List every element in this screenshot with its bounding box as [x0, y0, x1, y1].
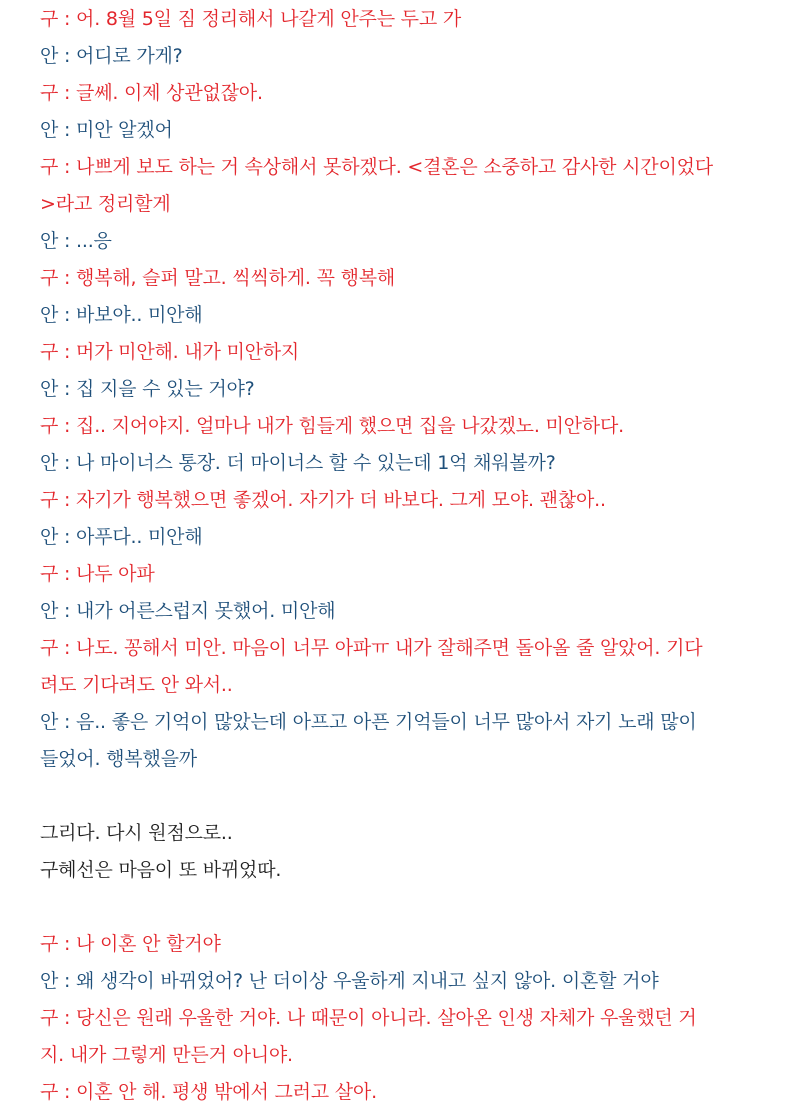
dialogue-line-gu-cont: 지. 내가 그렇게 만든거 아니야.	[40, 1044, 293, 1066]
narration-line: 그리다. 다시 원점으로..	[40, 822, 233, 844]
dialogue-line-gu: 구 : 나 이혼 안 할거야	[40, 933, 221, 955]
narration-line: 구혜선은 마음이 또 바뀌었따.	[40, 859, 282, 881]
dialogue-line-gu: 구 : 행복해, 슬퍼 말고. 씩씩하게. 꼭 행복해	[40, 267, 396, 289]
dialogue-line-an-cont: 들었어. 행복했을까	[40, 748, 197, 770]
dialogue-line-gu: 구 : 글쎄. 이제 상관없잖아.	[40, 82, 263, 104]
dialogue-line-gu-cont: 려도 기다려도 안 와서..	[40, 674, 233, 696]
dialogue-line-gu: 구 : 어. 8월 5일 짐 정리해서 나갈게 안주는 두고 가	[40, 8, 461, 30]
dialogue-line-gu: 구 : 나쁘게 보도 하는 거 속상해서 못하겠다. <결혼은 소중하고 감사한 시간이었다	[40, 156, 713, 178]
dialogue-line-gu: 구 : 이혼 안 해. 평생 밖에서 그러고 살아.	[40, 1081, 377, 1103]
dialogue-line-an: 안 : 음.. 좋은 기억이 많았는데 아프고 아픈 기억들이 너무 많아서 자기 노래 많이	[40, 711, 697, 733]
dialogue-line-gu: 구 : 나도. 꽁해서 미안. 마음이 너무 아파ㅠ 내가 잘해주면 돌아올 줄 알았어. 기다	[40, 637, 703, 659]
dialogue-line-gu: 구 : 나두 아파	[40, 563, 155, 585]
dialogue-line-an: 안 : 집 지을 수 있는 거야?	[40, 378, 255, 400]
dialogue-line-an: 안 : 바보야.. 미안해	[40, 304, 203, 326]
dialogue-line-an: 안 : 아푸다.. 미안해	[40, 526, 203, 548]
dialogue-line-an: 안 : 왜 생각이 바뀌었어? 난 더이상 우울하게 지내고 싶지 않아. 이혼할 거야	[40, 970, 659, 992]
dialogue-line-gu: 구 : 당신은 원래 우울한 거야. 나 때문이 아니라. 살아온 인생 자체가 우울했던 거	[40, 1007, 697, 1029]
dialogue-line-an: 안 : ...응	[40, 230, 112, 252]
dialogue-line-an: 안 : 나 마이너스 통장. 더 마이너스 할 수 있는데 1억 채워볼까?	[40, 452, 556, 474]
dialogue-line-gu: 구 : 집.. 지어야지. 얼마나 내가 힘들게 했으면 집을 나갔겠노. 미안하다.	[40, 415, 624, 437]
dialogue-line-gu: 구 : 머가 미안해. 내가 미안하지	[40, 341, 300, 363]
dialogue-line-an: 안 : 미안 알겠어	[40, 119, 173, 141]
dialogue-line-an: 안 : 내가 어른스럽지 못했어. 미안해	[40, 600, 336, 622]
dialogue-line-an: 안 : 어디로 가게?	[40, 45, 183, 67]
dialogue-line-gu-cont: >라고 정리할게	[40, 193, 171, 215]
dialogue-line-gu: 구 : 자기가 행복했으면 좋겠어. 자기가 더 바보다. 그게 모야. 괜찮아..	[40, 489, 606, 511]
